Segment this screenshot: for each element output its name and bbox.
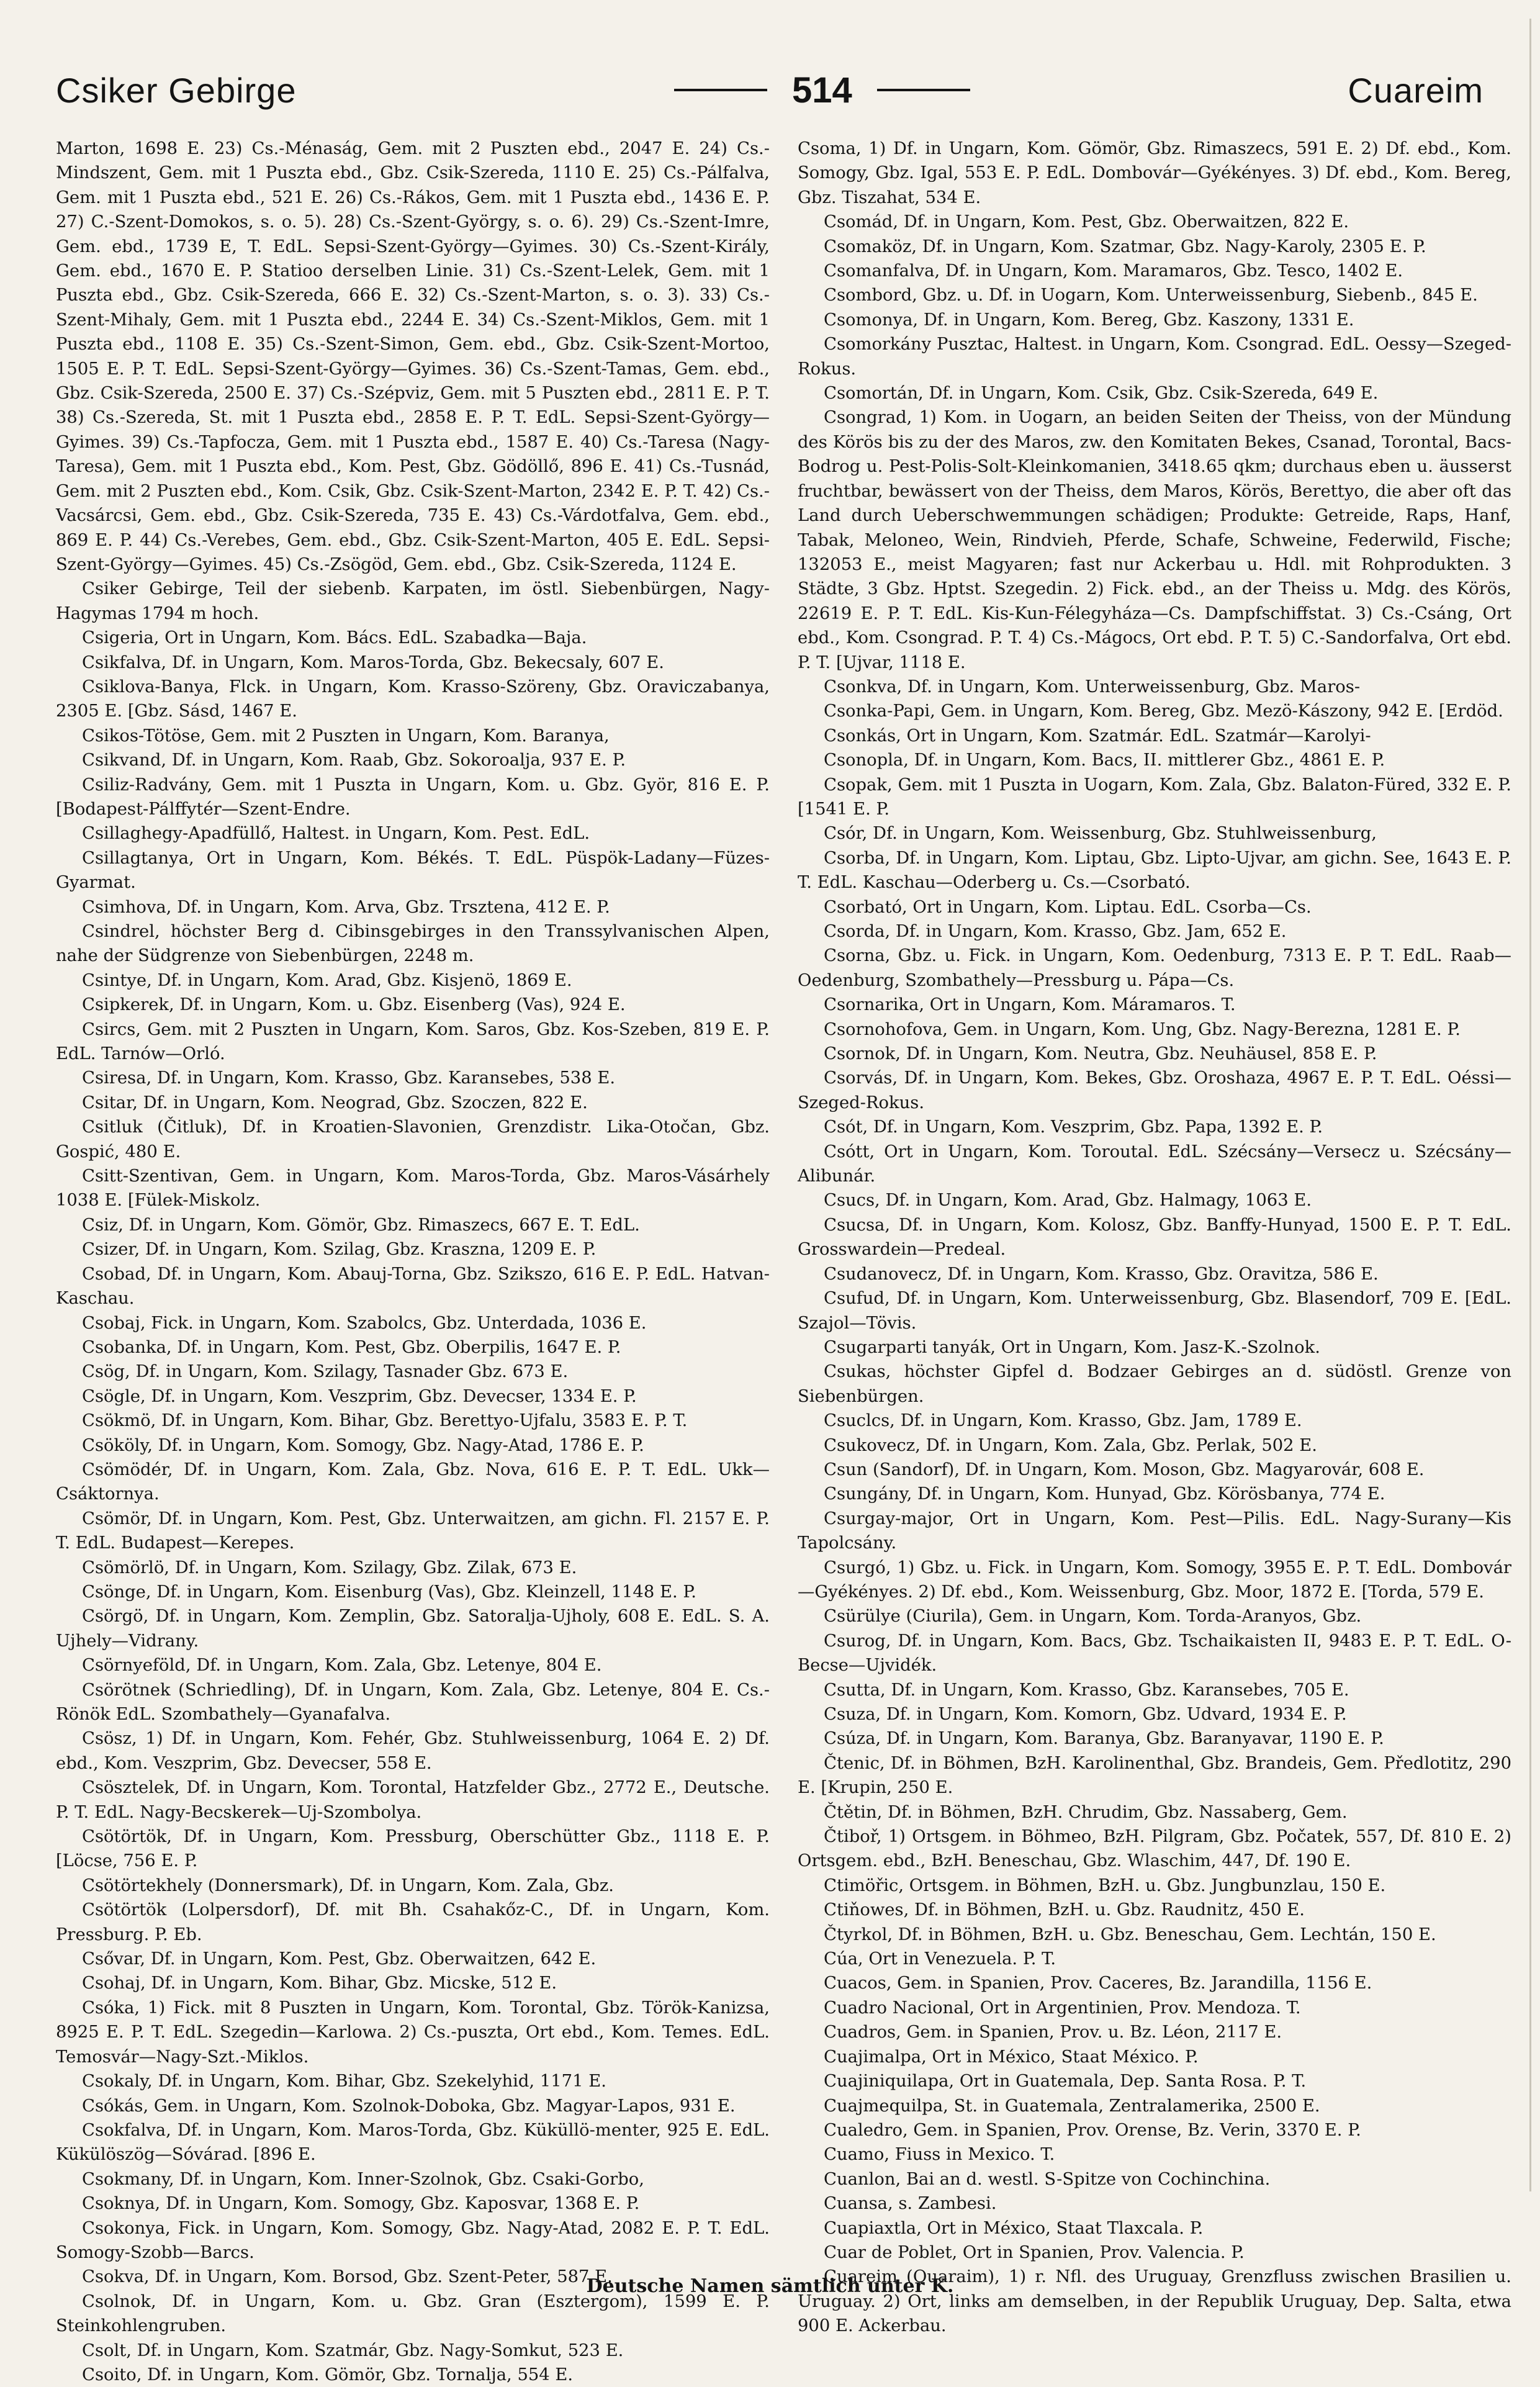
gazetteer-entry: Csoknya, Df. in Ungarn, Kom. Somogy, Gbz. Kaposvar, 1368 E. P. <box>82 2194 640 2214</box>
gazetteer-entry: Čtětin, Df. in Böhmen, BzH. Chrudim, Gbz. Nassaberg, Gem. <box>824 1802 1348 1822</box>
gazetteer-entry: Csővar, Df. in Ungarn, Kom. Pest, Gbz. Oberwaitzen, 642 E. <box>82 1949 597 1969</box>
gazetteer-entry: Cuadro Nacional, Ort in Argentinien, Prov. Mendoza. T. <box>824 1998 1301 2018</box>
gazetteer-entry: Csornok, Df. in Ungarn, Kom. Neutra, Gbz. Neuhäusel, 858 E. P. <box>824 1044 1377 1064</box>
page-edge-line <box>1529 19 1531 2191</box>
gazetteer-entry: Csutta, Df. in Ungarn, Kom. Krasso, Gbz. Karansebes, 705 E. <box>824 1680 1349 1700</box>
gazetteer-entry: Csobanka, Df. in Ungarn, Kom. Pest, Gbz. Oberpilis, 1647 E. P. <box>82 1337 621 1357</box>
gazetteer-entry: Cuamo, Fiuss in Mexico. T. <box>824 2145 1055 2165</box>
gazetteer-entry: Csúza, Df. in Ungarn, Kom. Baranya, Gbz. Baranyavar, 1190 E. P. <box>824 1729 1384 1749</box>
header-page-number-group <box>674 70 970 111</box>
gazetteer-entry: Csomortán, Df. in Ungarn, Kom. Csik, Gbz. Csik-Szereda, 649 E. <box>824 384 1379 404</box>
gazetteer-entry: Csokaly, Df. in Ungarn, Kom. Bihar, Gbz. Szekelyhid, 1171 E. <box>82 2072 606 2091</box>
gazetteer-entry: Csorda, Df. in Ungarn, Kom. Krasso, Gbz. Jam, 652 E. <box>824 922 1287 941</box>
gazetteer-entry: Csitar, Df. in Ungarn, Kom. Neograd, Gbz. Szoczen, 822 E. <box>82 1093 588 1112</box>
gazetteer-entry: Csiliz-Radvány, Gem. mit 1 Puszta in Ungarn, Kom. u. Gbz. Györ, 816 E. P. [Bodapest-Pálffytér—Szent-Endre. <box>56 775 770 819</box>
gazetteer-entry: Csukas, höchster Gipfel d. Bodzaer Gebirges an d. südöstl. Grenze von Siebenbürgen. <box>798 1362 1511 1406</box>
gazetteer-entry: Csörötnek (Schriedling), Df. in Ungarn, Kom. Zala, Gbz. Letenye, 804 E. Cs.-Rönök EdL. Szombathely—Gyanafalva. <box>56 1680 770 1724</box>
gazetteer-entry: Csókás, Gem. in Ungarn, Kom. Szolnok-Doboka, Gbz. Magyar-Lapos, 931 E. <box>82 2096 736 2116</box>
gazetteer-entry: Csudanovecz, Df. in Ungarn, Kom. Krasso, Gbz. Oravitza, 586 E. <box>824 1264 1379 1284</box>
gazetteer-entry: Csintye, Df. in Ungarn, Kom. Arad, Gbz. Kisjenö, 1869 E. <box>82 970 572 990</box>
gazetteer-entry: Csoito, Df. in Ungarn, Kom. Gömör, Gbz. Tornalja, 554 E. <box>82 2365 574 2385</box>
gazetteer-entry: Cuansa, s. Zambesi. <box>824 2194 997 2214</box>
gazetteer-entry: Csötörtök (Lolpersdorf), Df. mit Bh. Csahakőz-C., Df. in Ungarn, Kom. Pressburg. P. Eb. <box>56 1900 770 1944</box>
gazetteer-entry: Csötörtekhely (Donnersmark), Df. in Ungarn, Kom. Zala, Gbz. <box>82 1875 614 1895</box>
gazetteer-entry: Csitluk (Čitluk), Df. in Kroatien-Slavonien, Grenzdistr. Lika-Otočan, Gbz. Gospić, 480 E. <box>56 1117 770 1162</box>
gazetteer-entry: Csolnok, Df. in Ungarn, Kom. u. Gbz. Gran (Esztergom), 1599 E. P. Steinkohlengruben. <box>56 2291 770 2336</box>
page-number: 514 <box>792 70 852 111</box>
gazetteer-entry: Csörgö, Df. in Ungarn, Kom. Zemplin, Gbz. Satoralja-Ujholy, 608 E. EdL. S. A. Ujhely—Vidrany. <box>56 1607 770 1651</box>
gazetteer-entry: Csokonya, Fick. in Ungarn, Kom. Somogy, Gbz. Nagy-Atad, 2082 E. P. T. EdL. Somogy-Szobb—Barcs. <box>56 2218 770 2262</box>
gazetteer-entry: Cuajmequilpa, St. in Guatemala, Zentralamerika, 2500 E. <box>824 2096 1320 2116</box>
gazetteer-entry: Cualedro, Gem. in Spanien, Prov. Orense, Bz. Verin, 3370 E. P. <box>824 2120 1361 2140</box>
gazetteer-entry: Csuza, Df. in Ungarn, Kom. Komorn, Gbz. Udvard, 1934 E. P. <box>824 1705 1347 1724</box>
gazetteer-entry: Csögle, Df. in Ungarn, Kom. Veszprim, Gbz. Devecser, 1334 E. P. <box>82 1386 637 1406</box>
gazetteer-entry: Csurog, Df. in Ungarn, Kom. Bacs, Gbz. Tschaikaisten II, 9483 E. P. T. EdL. O-Becse—Ujvidék. <box>798 1631 1511 1676</box>
gazetteer-entry: Cuadros, Gem. in Spanien, Prov. u. Bz. Léon, 2117 E. <box>824 2023 1282 2042</box>
gazetteer-entry: Csobaj, Fick. in Ungarn, Kom. Szabolcs, Gbz. Unterdada, 1036 E. <box>82 1313 647 1333</box>
gazetteer-entry: Cuacos, Gem. in Spanien, Prov. Caceres, Bz. Jarandilla, 1156 E. <box>824 1974 1372 1993</box>
gazetteer-entry: Csokmany, Df. in Ungarn, Kom. Inner-Szolnok, Gbz. Csaki-Gorbo, <box>82 2169 644 2189</box>
gazetteer-entry: Csonkás, Ort in Ungarn, Kom. Szatmár. EdL. Szatmár—Karolyi- <box>824 726 1371 746</box>
gazetteer-entry: Csonka-Papi, Gem. in Ungarn, Kom. Bereg, Gbz. Mezö-Kászony, 942 E. [Erdöd. <box>824 702 1503 721</box>
gazetteer-entry: Csillagtanya, Ort in Ungarn, Kom. Békés. T. EdL. Püspök-Ladany—Füzes-Gyarmat. <box>56 848 770 893</box>
gazetteer-entry: Csorba, Df. in Ungarn, Kom. Liptau, Gbz. Lipto-Ujvar, am gichn. See, 1643 E. P. T. EdL. Kaschau—Oderberg u. Cs.—Csorbató. <box>798 848 1511 893</box>
gazetteer-entry: Csorvás, Df. in Ungarn, Kom. Bekes, Gbz. Oroshaza, 4967 E. P. T. EdL. Oéssi—Szeged-Rokus. <box>798 1068 1511 1112</box>
gazetteer-entry: Csikvand, Df. in Ungarn, Kom. Raab, Gbz. Sokoroalja, 937 E. P. <box>82 751 626 770</box>
gazetteer-entry: Csornarika, Ort in Ungarn, Kom. Máramaros. T. <box>824 995 1236 1015</box>
gazetteer-entry: Csongrad, 1) Kom. in Uogarn, an beiden Seiten der Theiss, von der Mündung des Körös bis zu der des Maros, zw. den Komitaten Bekes, Csanad, Torontal, Bacs-Bodrog u. Pest-Polis-Solt-Kleinkomanien, 3418.65 qkm; durchaus eben u. äusserst fruchtbar, bewässert von der Theiss, dem Maros, Körös, Berettyo, die aber oft das Land durch Ueberschwemmungen schädigen; Produkte: Getreide, Raps, Hanf, Tabak, Meloneo, Wein, Rindvieh, Pferde, Schafe, Schweine, Federwild, Fische; 132053 E., meist Magyaren; fast nur Ackerbau u. Hdl. mit Rohprodukten. 3 Städte, 3 Gbz. Hptst. Szegedin. 2) Fick. ebd., an der Theiss u. Mdg. des Körös, 22619 E. P. T. EdL. Kis-Kun-Félegyháza—Cs. Dampfschiffstat. 3) Cs.-Csáng, Ort ebd., Kom. Csongrad. P. T. 4) Cs.-Mágocs, Ort ebd. P. T. 5) C.-Sandorfalva, Ort ebd. P. T. [Ujvar, 1118 E. <box>798 408 1511 672</box>
gazetteer-entry: Csomád, Df. in Ungarn, Kom. Pest, Gbz. Oberwaitzen, 822 E. <box>824 212 1349 232</box>
gazetteer-entry: Csohaj, Df. in Ungarn, Kom. Bihar, Gbz. Micske, 512 E. <box>82 1974 557 1993</box>
gazetteer-entry: Csobad, Df. in Ungarn, Kom. Abauj-Torna, Gbz. Szikszo, 616 E. P. EdL. Hatvan-Kaschau. <box>56 1264 770 1309</box>
gazetteer-entry: Csönge, Df. in Ungarn, Kom. Eisenburg (Vas), Gbz. Kleinzell, 1148 E. P. <box>82 1582 696 1602</box>
gazetteer-entry: Csufud, Df. in Ungarn, Kom. Unterweissenburg, Gbz. Blasendorf, 709 E. [EdL. Szajol—Tövis. <box>798 1289 1511 1333</box>
gazetteer-entry: Csopak, Gem. mit 1 Puszta in Uogarn, Kom. Zala, Gbz. Balaton-Füred, 332 E. P. [1541 E. P. <box>798 775 1511 819</box>
gazetteer-entry: Csucsa, Df. in Ungarn, Kom. Kolosz, Gbz. Banffy-Hunyad, 1500 E. P. T. EdL. Grosswardein—Predeal. <box>798 1215 1511 1260</box>
gazetteer-entry: Csitt-Szentivan, Gem. in Ungarn, Kom. Maros-Torda, Gbz. Maros-Vásárhely 1038 E. [Fülek-Miskolz. <box>56 1166 770 1211</box>
gazetteer-entry: Čtiboř, 1) Ortsgem. in Böhmeo, BzH. Pilgram, Gbz. Počatek, 557, Df. 810 E. 2) Ortsgem. ebd., BzH. Beneschau, Gbz. Wlaschim, 447, Df. 190 E. <box>798 1827 1511 1871</box>
gazetteer-entry: Csoma, 1) Df. in Ungarn, Kom. Gömör, Gbz. Rimaszecs, 591 E. 2) Df. ebd., Kom. Somogy, Gbz. Igal, 553 E. P. EdL. Dombovár—Gyékényes. 3) Df. ebd., Kom. Bereg, Gbz. Tiszahat, 534 E. <box>798 139 1511 207</box>
gazetteer-entry: Csukovecz, Df. in Ungarn, Kom. Zala, Gbz. Perlak, 502 E. <box>824 1435 1318 1455</box>
gazetteer-entry: Cuapiaxtla, Ort in México, Staat Tlaxcala. P. <box>824 2218 1204 2238</box>
gazetteer-entry: Csigeria, Ort in Ungarn, Kom. Bács. EdL. Szabadka—Baja. <box>82 628 587 648</box>
gazetteer-entry: Csiklova-Banya, Flck. in Ungarn, Kom. Krasso-Szöreny, Gbz. Oraviczabanya, 2305 E. [Gbz. Sásd, 1467 E. <box>56 677 770 721</box>
header-right-keyword: Cuareim <box>1348 70 1484 110</box>
gazetteer-entry: Csomonya, Df. in Ungarn, Kom. Bereg, Gbz. Kaszony, 1331 E. <box>824 310 1354 330</box>
gazetteer-entry: Csösztelek, Df. in Ungarn, Kom. Torontal, Hatzfelder Gbz., 2772 E., Deutsche. P. T. EdL. Nagy-Becskerek—Uj-Szombolya. <box>56 1778 770 1822</box>
gazetteer-entry: Csipkerek, Df. in Ungarn, Kom. u. Gbz. Eisenberg (Vas), 924 E. <box>82 995 626 1015</box>
gazetteer-entry: Csokva, Df. in Ungarn, Kom. Borsod, Gbz. Szent-Peter, 587 E. <box>82 2267 613 2287</box>
gazetteer-entry: Csomanfalva, Df. in Ungarn, Kom. Maramaros, Gbz. Tesco, 1402 E. <box>824 261 1403 281</box>
gazetteer-entry: Csömörlö, Df. in Ungarn, Kom. Szilagy, Gbz. Zilak, 673 E. <box>82 1558 577 1577</box>
gazetteer-entry: Csiz, Df. in Ungarn, Kom. Gömör, Gbz. Rimaszecs, 667 E. T. EdL. <box>82 1215 640 1235</box>
gazetteer-entry: Csizer, Df. in Ungarn, Kom. Szilag, Gbz. Kraszna, 1209 E. P. <box>82 1240 597 1260</box>
gazetteer-entry: Csökmö, Df. in Ungarn, Kom. Bihar, Gbz. Berettyo-Ujfalu, 3583 E. P. T. <box>82 1411 688 1431</box>
gazetteer-entry: Csököly, Df. in Ungarn, Kom. Somogy, Gbz. Nagy-Atad, 1786 E. P. <box>82 1435 644 1455</box>
gazetteer-entry: Csonopla, Df. in Ungarn, Kom. Bacs, II. mittlerer Gbz., 4861 E. P. <box>824 751 1385 770</box>
gazetteer-entry: Csiresa, Df. in Ungarn, Kom. Krasso, Gbz. Karansebes, 538 E. <box>82 1068 616 1088</box>
gazetteer-entry: Csucs, Df. in Ungarn, Kom. Arad, Gbz. Halmagy, 1063 E. <box>824 1191 1312 1211</box>
right-column <box>798 137 1511 2336</box>
gazetteer-entry: Csurgó, 1) Gbz. u. Fick. in Ungarn, Kom. Somogy, 3955 E. P. T. EdL. Dombovár—Gyékényes. 2) Df. ebd., Kom. Weissenburg, Gbz. Moor, 1872 E. [Torda, 579 E. <box>798 1558 1511 1602</box>
gazetteer-entry: Marton, 1698 E. 23) Cs.-Ménaság, Gem. mit 2 Puszten ebd., 2047 E. 24) Cs.-Mindszent, Gem. mit 1 Puszta ebd., Gbz. Csik-Szereda, 1110 E. 25) Cs.-Pálfalva, Gem. mit 1 Puszta ebd., 521 E. 26) Cs.-Rákos, Gem. mit 1 Puszta ebd., 1436 E. P. 27) C.-Szent-Domokos, s. o. 5). 28) Cs.-Szent-György, s. o. 6). 29) Cs.-Szent-Imre, Gem. ebd., 1739 E, T. EdL. Sepsi-Szent-György—Gyimes. 30) Cs.-Szent-Király, Gem. ebd., 1670 E. P. Statioo derselben Linie. 31) Cs.-Szent-Lelek, Gem. mit 1 Puszta ebd., Gbz. Csik-Szereda, 666 E. 32) Cs.-Szent-Marton, s. o. 3). 33) Cs.-Szent-Mihaly, Gem. mit 1 Puszta ebd., 2244 E. 34) Cs.-Szent-Miklos, Gem. mit 1 Puszta ebd., 1108 E. 35) Cs.-Szent-Simon, Gem. ebd., Gbz. Csik-Szent-Mortoo, 1505 E. P. T. EdL. Sepsi-Szent-György—Gyimes. 36) Cs.-Szent-Tamas, Gem. ebd., Gbz. Csik-Szereda, 2500 E. 37) Cs.-Szépviz, Gem. mit 5 Puszten ebd., 2811 E. P. T. 38) Cs.-Szereda, St. mit 1 Puszta ebd., 2858 E. P. T. EdL. Sepsi-Szent-György—Gyimes. 39) Cs.-Tapfocza, Gem. mit 1 Puszta ebd., 1587 E. 40) Cs.-Taresa (Nagy-Taresa), Gem. mit 1 Puszta ebd., Kom. Pest, Gbz. Gödöllő, 896 E. 41) Cs.-Tusnád, Gem. mit 2 Puszten ebd., Kom. Csik, Gbz. Csik-Szent-Marton, 2342 E. P. T. 42) Cs.-Vacsárcsi, Gem. ebd., Gbz. Csik-Szereda, 735 E. 43) Cs.-Várdotfalva, Gem. ebd., 869 E. P. 44) Cs.-Verebes, Gem. ebd., Gbz. Csik-Szent-Marton, 405 E. EdL. Sepsi-Szent-György—Gyimes. 45) Cs.-Zsögöd, Gem. ebd., Gbz. Csik-Szereda, 1124 E. <box>56 139 770 574</box>
gazetteer-entry: Csombord, Gbz. u. Df. in Uogarn, Kom. Unterweissenburg, Siebenb., 845 E. <box>824 286 1478 305</box>
gazetteer-entry: Csorna, Gbz. u. Fick. in Ungarn, Kom. Oedenburg, 7313 E. P. T. EdL. Raab—Oedenburg, Szombathely—Pressburg u. Pápa—Cs. <box>798 946 1511 990</box>
gazetteer-entry: Csikfalva, Df. in Ungarn, Kom. Maros-Torda, Gbz. Bekecsaly, 607 E. <box>82 652 664 672</box>
gazetteer-entry: Csomorkány Pusztac, Haltest. in Ungarn, Kom. Csongrad. EdL. Oessy—Szeged-Rokus. <box>798 335 1511 379</box>
gazetteer-entry: Csótt, Ort in Ungarn, Kom. Toroutal. EdL. Szécsány—Versecz u. Szécsány—Alibunár. <box>798 1142 1511 1186</box>
gazetteer-entry: Csindrel, höchster Berg d. Cibinsgebirges in den Transsylvanischen Alpen, nahe der Südgrenze von Siebenbürgen, 2248 m. <box>56 922 770 966</box>
gazetteer-entry: Csuclcs, Df. in Ungarn, Kom. Krasso, Gbz. Jam, 1789 E. <box>824 1411 1302 1431</box>
header-dash-left <box>674 89 767 91</box>
gazetteer-entry: Csugarparti tanyák, Ort in Ungarn, Kom. Jasz-K.-Szolnok. <box>824 1337 1320 1357</box>
gazetteer-entry: Csór, Df. in Ungarn, Kom. Weissenburg, Gbz. Stuhlweissenburg, <box>824 824 1377 844</box>
gazetteer-entry: Csolt, Df. in Ungarn, Kom. Szatmár, Gbz. Nagy-Somkut, 523 E. <box>82 2340 624 2360</box>
running-header <box>56 62 1484 118</box>
gazetteer-entry: Čtenic, Df. in Böhmen, BzH. Karolinenthal, Gbz. Brandeis, Gem. Předlotitz, 290 E. [Krupin, 250 E. <box>798 1753 1511 1798</box>
gazetteer-entry: Csóka, 1) Fick. mit 8 Puszten in Ungarn, Kom. Torontal, Gbz. Török-Kanizsa, 8925 E. P. T. EdL. Szegedin—Karlowa. 2) Cs.-puszta, Ort ebd., Kom. Temes. EdL. Temosvár—Nagy-Szt.-Miklos. <box>56 1998 770 2067</box>
gazetteer-entry: Csikos-Tötöse, Gem. mit 2 Puszten in Ungarn, Kom. Baranya, <box>82 726 610 746</box>
gazetteer-entry: Cuajimalpa, Ort in México, Staat México. P. <box>824 2047 1199 2067</box>
gazetteer-entry: Csomaköz, Df. in Ungarn, Kom. Szatmar, Gbz. Nagy-Karoly, 2305 E. P. <box>824 237 1426 256</box>
gazetteer-entry: Csornohofova, Gem. in Ungarn, Kom. Ung, Gbz. Nagy-Berezna, 1281 E. P. <box>824 1019 1461 1039</box>
gazetteer-entry: Csonkva, Df. in Ungarn, Kom. Unterweissenburg, Gbz. Maros- <box>824 677 1361 697</box>
gazetteer-entry: Csög, Df. in Ungarn, Kom. Szilagy, Tasnader Gbz. 673 E. <box>82 1362 569 1382</box>
gazetteer-entry: Csiker Gebirge, Teil der siebenb. Karpaten, im östl. Siebenbürgen, Nagy-Hagymas 1794 m hoch. <box>56 579 770 623</box>
header-left-keyword: Csiker Gebirge <box>56 70 297 110</box>
gazetteer-entry: Csürülye (Ciurila), Gem. in Ungarn, Kom. Torda-Aranyos, Gbz. <box>824 1607 1362 1627</box>
gazetteer-entry: Cuajiniquilapa, Ort in Guatemala, Dep. Santa Rosa. P. T. <box>824 2072 1307 2091</box>
gazetteer-entry: Csillaghegy-Apadfüllő, Haltest. in Ungarn, Kom. Pest. EdL. <box>82 824 590 844</box>
page-footer-note: Deutsche Namen sämtlich unter K. <box>586 2275 954 2297</box>
gazetteer-entry: Csorbató, Ort in Ungarn, Kom. Liptau. EdL. Csorba—Cs. <box>824 897 1312 917</box>
gazetteer-entry: Csurgay-major, Ort in Ungarn, Kom. Pest—Pilis. EdL. Nagy-Surany—Kis Tapolcsány. <box>798 1509 1511 1553</box>
gazetteer-entry: Cuanlon, Bai an d. westl. S-Spitze von Cochinchina. <box>824 2169 1271 2189</box>
gazetteer-entry: Cúa, Ort in Venezuela. P. T. <box>824 1949 1056 1969</box>
gazetteer-entry: Csötörtök, Df. in Ungarn, Kom. Pressburg, Oberschütter Gbz., 1118 E. P. [Löcse, 756 E. P. <box>56 1827 770 1871</box>
gazetteer-entry: Cuar de Poblet, Ort in Spanien, Prov. Valencia. P. <box>824 2242 1245 2262</box>
gazetteer-entry: Csimhova, Df. in Ungarn, Kom. Arva, Gbz. Trsztena, 412 E. P. <box>82 897 610 917</box>
gazetteer-entry: Csircs, Gem. mit 2 Puszten in Ungarn, Kom. Saros, Gbz. Kos-Szeben, 819 E. P. EdL. Tarnów—Orló. <box>56 1019 770 1064</box>
gazetteer-entry: Csun (Sandorf), Df. in Ungarn, Kom. Moson, Gbz. Magyarovár, 608 E. <box>824 1460 1425 1479</box>
gazetteer-entry: Csót, Df. in Ungarn, Kom. Veszprim, Gbz. Papa, 1392 E. P. <box>824 1117 1323 1137</box>
gazetteer-entry: Csokfalva, Df. in Ungarn, Kom. Maros-Torda, Gbz. Küküllö-menter, 925 E. EdL. Kükülöszög—Sóvárad. [896 E. <box>56 2120 770 2165</box>
gazetteer-entry: Csömör, Df. in Ungarn, Kom. Pest, Gbz. Unterwaitzen, am gichn. Fl. 2157 E. P. T. EdL. Budapest—Kerepes. <box>56 1509 770 1553</box>
gazetteer-entry: Csömödér, Df. in Ungarn, Kom. Zala, Gbz. Nova, 616 E. P. T. EdL. Ukk—Csáktornya. <box>56 1460 770 1504</box>
gazetteer-entry: Csösz, 1) Df. in Ungarn, Kom. Fehér, Gbz. Stuhlweissenburg, 1064 E. 2) Df. ebd., Kom. Veszprim, Gbz. Devecser, 558 E. <box>56 1729 770 1773</box>
header-dash-right <box>877 89 970 91</box>
gazetteer-entry: Csörnyeföld, Df. in Ungarn, Kom. Zala, Gbz. Letenye, 804 E. <box>82 1656 602 1676</box>
gazetteer-entry: Csungány, Df. in Ungarn, Kom. Hunyad, Gbz. Körösbanya, 774 E. <box>824 1484 1385 1504</box>
gazetteer-entry: Ctiňowes, Df. in Böhmen, BzH. u. Gbz. Raudnitz, 450 E. <box>824 1900 1305 1920</box>
gazetteer-entry: Ctimöřic, Ortsgem. in Böhmen, BzH. u. Gbz. Jungbunzlau, 150 E. <box>824 1875 1386 1895</box>
gazetteer-entry: Cuareim (Quaraim), 1) r. Nfl. des Uruguay, Grenzfluss zwischen Brasilien u. Uruguay. 2) Ort, links am demselben, in der Republik Uruguay, Dep. Salta, etwa 900 E. Ackerbau. <box>798 2267 1511 2336</box>
gazetteer-entry: Čtyrkol, Df. in Böhmen, BzH. u. Gbz. Beneschau, Gem. Lechtán, 150 E. <box>824 1924 1436 1944</box>
